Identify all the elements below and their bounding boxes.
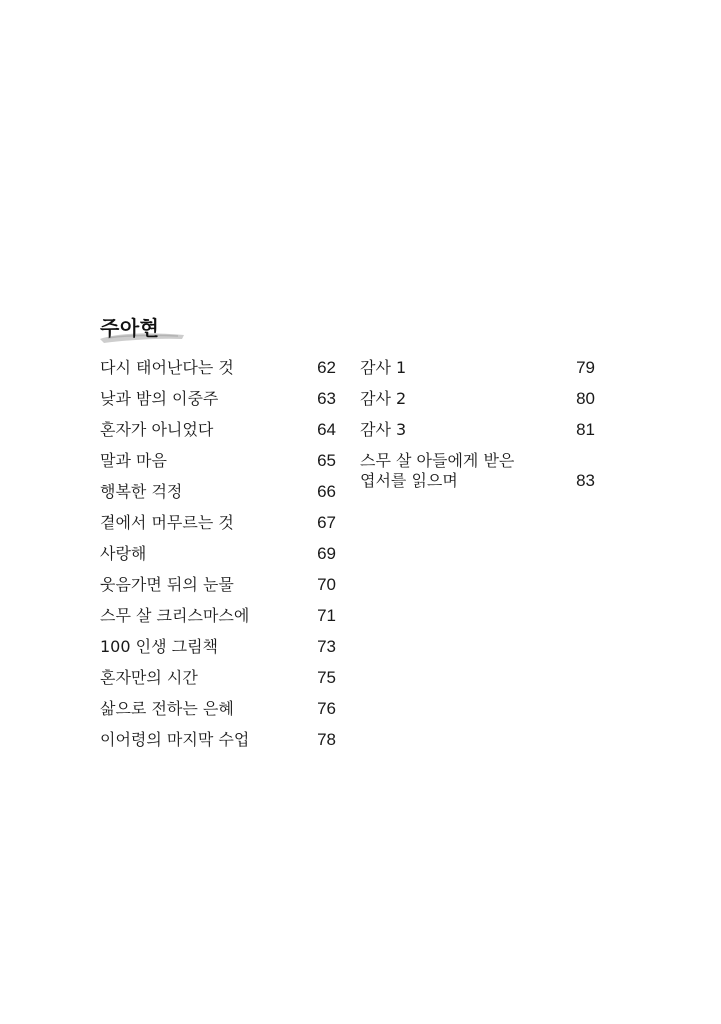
toc-entry-title: 스무 살 크리스마스에 (100, 606, 250, 625)
toc-entry[interactable] (100, 451, 336, 482)
toc-entry[interactable] (100, 482, 336, 513)
toc-entry[interactable] (100, 513, 336, 544)
toc-entry[interactable] (100, 358, 336, 389)
toc-entry-page: 73 (317, 637, 336, 656)
toc-entry-page: 67 (317, 513, 336, 532)
toc-entry-page: 63 (317, 389, 336, 408)
toc-entry-title: 혼자가 아니었다 (100, 420, 214, 439)
toc-entry[interactable] (100, 668, 336, 699)
toc-entry[interactable] (360, 389, 595, 420)
toc-entry-title: 행복한 걱정 (100, 482, 183, 501)
toc-entry[interactable] (100, 699, 336, 730)
toc-entry-title: 다시 태어난다는 것 (100, 358, 234, 377)
toc-entry[interactable] (100, 606, 336, 637)
toc-entry[interactable] (100, 544, 336, 575)
toc-entry-page: 69 (317, 544, 336, 563)
toc-entry[interactable] (100, 420, 336, 451)
toc-entry-title: 말과 마음 (100, 451, 167, 470)
toc-entry-title: 감사 1 (360, 358, 407, 377)
author-name: 주아현 (100, 316, 160, 340)
toc-entry-page: 79 (576, 358, 595, 377)
toc-entry-title: 혼자만의 시간 (100, 668, 198, 687)
toc-entry-page: 83 (576, 471, 595, 490)
toc-entry[interactable] (360, 420, 595, 451)
toc-entry-page: 81 (576, 420, 595, 439)
toc-entry-page: 64 (317, 420, 336, 439)
toc-entry[interactable] (360, 451, 595, 491)
toc-entry[interactable] (360, 358, 595, 389)
toc-entry-page: 66 (317, 482, 336, 501)
toc-entry-page: 75 (317, 668, 336, 687)
toc-entry-title: 낮과 밤의 이중주 (100, 389, 219, 408)
toc-entry-title: 삶으로 전하는 은혜 (100, 699, 234, 718)
toc-entry-title: 감사 3 (360, 420, 407, 439)
toc-entry[interactable] (100, 389, 336, 420)
toc-entry-page: 80 (576, 389, 595, 408)
toc-entry-page: 76 (317, 699, 336, 718)
toc-entry-title: 이어령의 마지막 수업 (100, 730, 250, 749)
toc-entry-page: 70 (317, 575, 336, 594)
toc-right-column (360, 358, 595, 491)
toc-entry-page: 62 (317, 358, 336, 377)
toc-entry-title: 웃음가면 뒤의 눈물 (100, 575, 234, 594)
toc-entry-page: 65 (317, 451, 336, 470)
toc-entry-page: 78 (317, 730, 336, 749)
toc-entry-page: 71 (317, 606, 336, 625)
toc-entry[interactable] (100, 730, 336, 761)
toc-entry-title: 감사 2 (360, 389, 407, 408)
section-heading (98, 308, 208, 348)
toc-entry[interactable] (100, 637, 336, 668)
toc-entry-title: 100 인생 그림책 (100, 637, 218, 656)
toc-entry[interactable] (100, 575, 336, 606)
toc-entry-title: 곁에서 머무르는 것 (100, 513, 234, 532)
toc-entry-title-line1: 스무 살 아들에게 받은 (360, 451, 515, 470)
toc-entry-title: 사랑해 (100, 544, 147, 563)
toc-left-column (100, 358, 336, 761)
toc-entry-title-line2: 엽서를 읽으며 (360, 471, 458, 490)
